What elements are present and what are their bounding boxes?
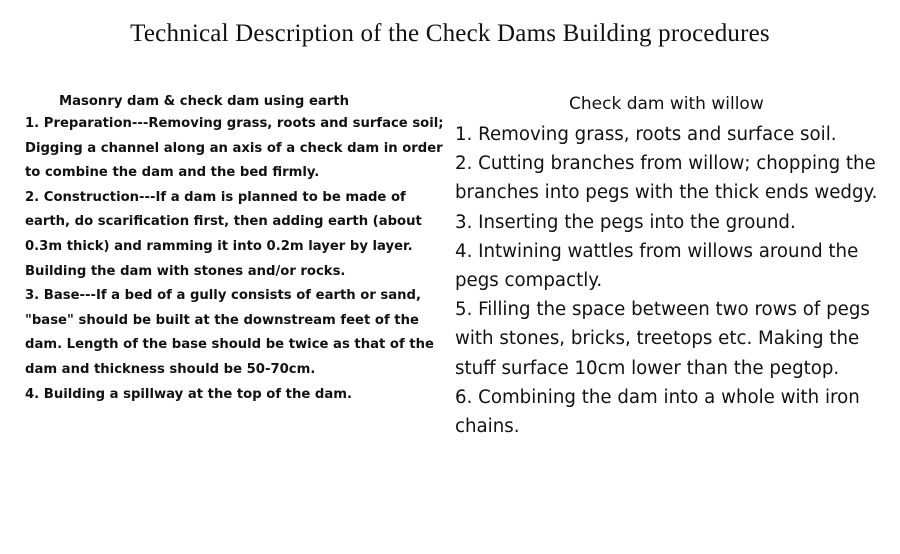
willow-dam-section — [455, 92, 895, 441]
willow-step-5: 5. Filling the space between two rows of pegs with stones, bricks, treetops etc. Making the stuff surface 10cm lower than the pegtop. — [455, 299, 870, 379]
masonry-step-construction: 2. Construction---If a dam is planned to be made of earth, do scarification first, then adding earth (about 0.3m thick) and ramming it into 0.2m layer by layer. Building the dam with stones and/or rocks. — [25, 189, 422, 279]
page-title: Technical Description of the Check Dams Building procedures — [130, 20, 770, 47]
masonry-step-spillway: 4. Building a spillway at the top of the dam. — [25, 386, 352, 402]
masonry-dam-steps — [25, 112, 445, 407]
masonry-step-preparation: 1. Preparation---Removing grass, roots and surface soil; Digging a channel along an axis of a check dam in order to combine the dam and the bed firmly. — [25, 116, 444, 181]
masonry-dam-section — [25, 92, 445, 407]
masonry-dam-heading: Masonry dam & check dam using earth — [59, 94, 349, 109]
masonry-step-base: 3. Base---If a bed of a gully consists of earth or sand, "base" should be built at the downstream feet of the dam. Length of the base should be twice as that of the dam and thickness should be 50-70cm. — [25, 288, 434, 377]
willow-step-3: 3. Inserting the pegs into the ground. — [455, 211, 796, 233]
willow-dam-steps — [455, 120, 895, 441]
willow-dam-heading: Check dam with willow — [569, 94, 764, 114]
willow-step-1: 1. Removing grass, roots and surface soil. — [455, 124, 837, 145]
willow-step-6: 6. Combining the dam into a whole with iron chains. — [455, 386, 860, 438]
willow-step-4: 4. Intwining wattles from willows around the pegs compactly. — [455, 240, 859, 292]
willow-step-2: 2. Cutting branches from willow; chopping the branches into pegs with the thick ends wedgy. — [455, 153, 878, 204]
